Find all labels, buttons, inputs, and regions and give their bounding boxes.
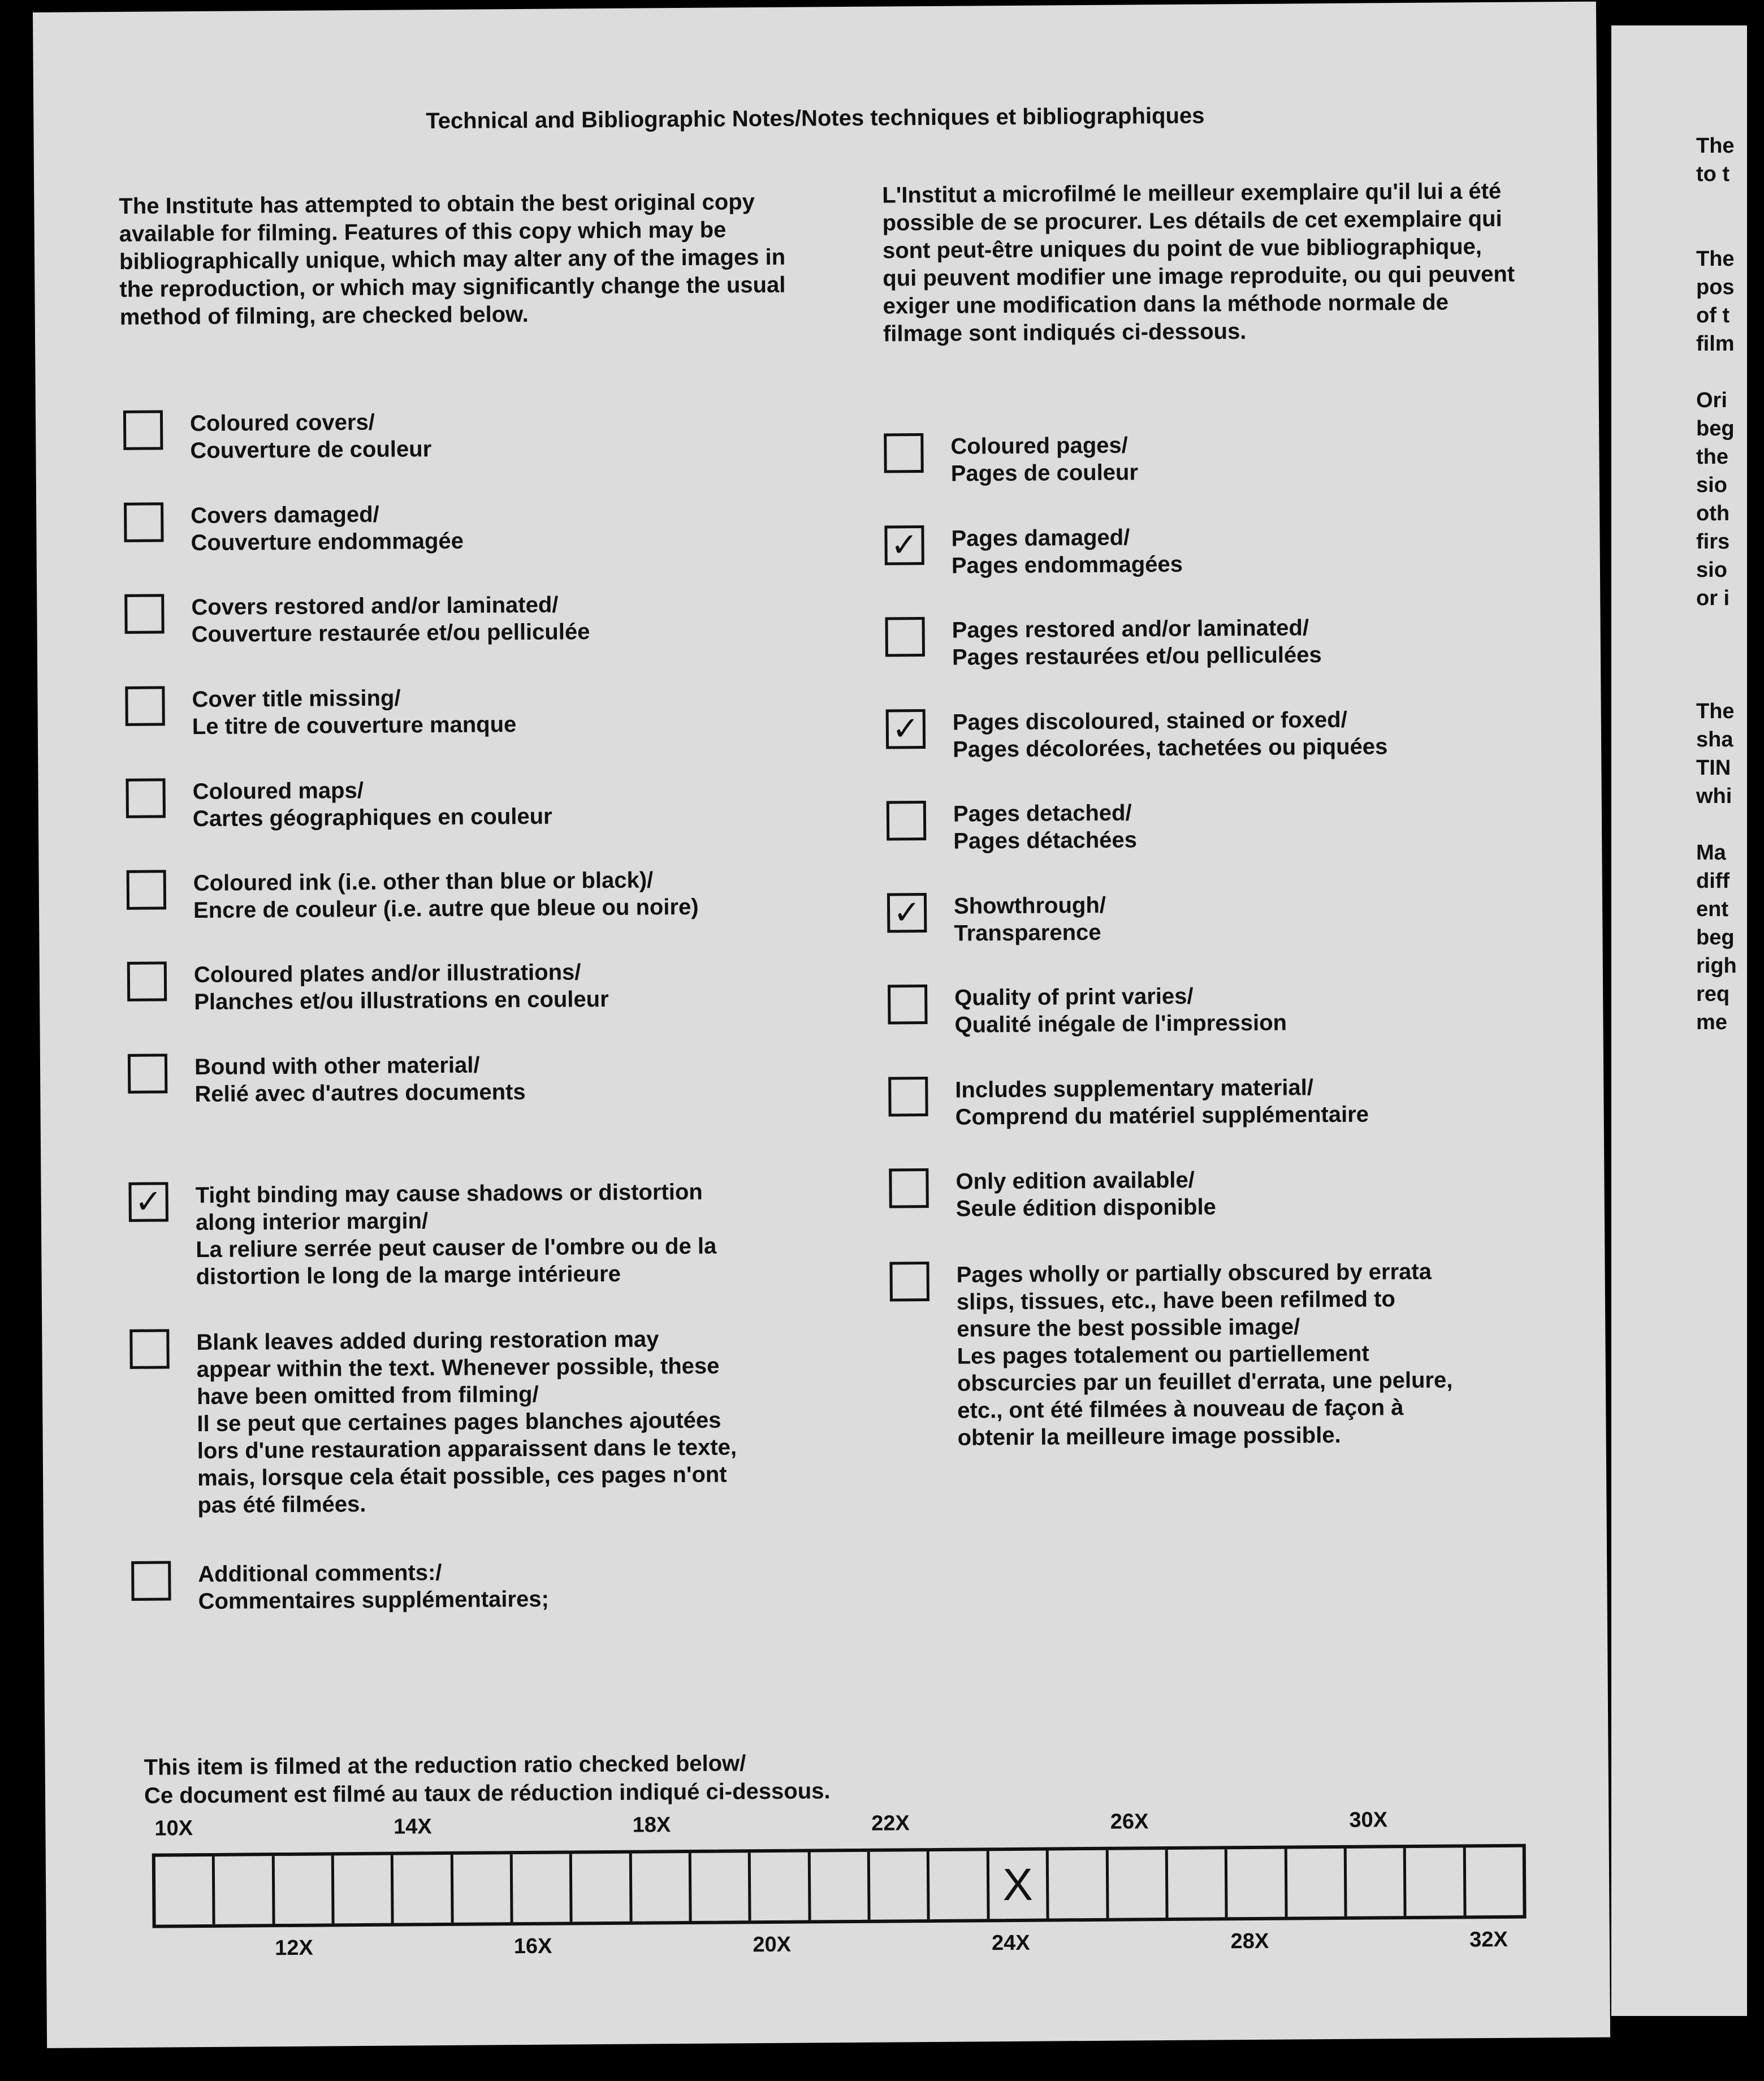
ratio-label: 18X <box>632 1813 671 1837</box>
adjacent-page-fragment: sio <box>1696 473 1727 497</box>
checkbox[interactable] <box>127 870 166 909</box>
checkbox[interactable]: ✓ <box>886 709 926 749</box>
checkbox[interactable]: ✓ <box>887 893 927 932</box>
right-item <box>887 799 1137 855</box>
intro-french: L'Institut a microfilmé le meilleur exemplaire qu'il lui a été possible de se procurer. Les détails de cet exemplaire qui sont peut-être uniques du point de vue bibliographique, qui peuvent modifier une image reproduite, ou qui peuvent exiger une modification dans la méthode normale de filmage sont indiqués ci-dessous. <box>882 178 1515 347</box>
ratio-cell[interactable] <box>1108 1850 1168 1918</box>
right-item <box>888 982 1287 1039</box>
adjacent-page-fragment: film <box>1696 332 1735 356</box>
ratio-label: 30X <box>1349 1808 1388 1832</box>
checkbox[interactable] <box>889 1168 928 1208</box>
ratio-label: 28X <box>1230 1929 1269 1954</box>
checkbox-label: Pages restored and/or laminated/ Pages restaurées et/ou pelliculées <box>952 615 1322 670</box>
ratio-cell[interactable] <box>1406 1847 1466 1916</box>
ratio-label: 14X <box>393 1815 432 1839</box>
ratio-cell[interactable] <box>1347 1848 1407 1916</box>
left-item <box>128 1178 716 1291</box>
ratio-cell[interactable] <box>1227 1849 1287 1918</box>
reduction-ratio-grid <box>152 1844 1527 1928</box>
adjacent-page-fragment: beg <box>1696 926 1735 949</box>
checkbox[interactable] <box>887 801 926 840</box>
checkbox[interactable]: ✓ <box>128 1182 168 1221</box>
checkbox-label: Pages detached/ Pages détachées <box>953 800 1138 854</box>
left-item <box>124 500 464 557</box>
right-item <box>884 431 1138 487</box>
checkbox-label: Quality of print varies/ Qualité inégale de l'impression <box>954 983 1287 1038</box>
checkbox[interactable] <box>125 686 165 726</box>
adjacent-page-fragment: req <box>1696 982 1730 1006</box>
ratio-cell[interactable] <box>394 1855 453 1923</box>
right-item <box>889 1258 1453 1452</box>
ratio-label: 12X <box>275 1936 313 1961</box>
ratio-cell[interactable] <box>513 1854 573 1922</box>
checkbox-label: Covers damaged/ Couverture endommagée <box>191 502 464 556</box>
right-item <box>887 892 1106 948</box>
checkbox[interactable] <box>888 1077 928 1116</box>
left-item <box>123 408 431 465</box>
ratio-label: 32X <box>1469 1927 1508 1952</box>
checkbox[interactable] <box>126 778 165 818</box>
ratio-cell[interactable] <box>215 1856 275 1924</box>
ratio-cell[interactable] <box>1287 1849 1347 1917</box>
adjacent-page-fragment: beg <box>1696 417 1735 441</box>
adjacent-page-fragment: me <box>1696 1011 1727 1034</box>
checkbox[interactable] <box>128 1054 167 1093</box>
intro-english: The Institute has attempted to obtain the best original copy available for filming. Features of this copy which may be bibliographically unique, which may alter any of the images in the reproduction, or which may significantly change the usual method of filming, are checked below. <box>119 189 786 330</box>
adjacent-page <box>1611 25 1747 2016</box>
checkbox-label: Includes supplementary material/ Comprend du matériel supplémentaire <box>955 1075 1369 1130</box>
page-title: Technical and Bibliographic Notes/Notes techniques et bibliographiques <box>426 103 1205 134</box>
adjacent-page-fragment: sha <box>1696 728 1733 752</box>
ratio-cell[interactable] <box>1465 1847 1523 1916</box>
checkbox-label: Tight binding may cause shadows or distortion along interior margin/ La reliure serrée peut causer de l'ombre ou de la distortion le long de la marge intérieure <box>195 1179 717 1290</box>
ratio-cell[interactable] <box>691 1853 751 1921</box>
adjacent-page-fragment: ent <box>1696 897 1728 921</box>
adjacent-page-fragment: the <box>1696 445 1728 469</box>
adjacent-page-fragment: whi <box>1696 784 1732 808</box>
checkbox[interactable] <box>123 410 163 450</box>
checkbox[interactable] <box>127 961 167 1001</box>
adjacent-page-fragment: righ <box>1696 954 1737 978</box>
ratio-cell[interactable] <box>632 1853 692 1922</box>
adjacent-page-fragment: firs <box>1696 530 1730 554</box>
right-item <box>884 524 1183 580</box>
ratio-label: 10X <box>154 1816 193 1841</box>
checkbox-label: Cover title missing/ Le titre de couverture manque <box>192 685 517 740</box>
checkbox-label: Showthrough/ Transparence <box>953 892 1106 946</box>
adjacent-page-fragment: pos <box>1696 275 1735 299</box>
adjacent-page-fragment: of t <box>1696 304 1730 327</box>
checkbox-label: Covers restored and/or laminated/ Couverture restaurée et/ou pelliculée <box>191 592 590 647</box>
adjacent-page-fragment: The <box>1696 247 1735 271</box>
checkbox[interactable] <box>131 1561 171 1600</box>
left-item <box>131 1558 549 1616</box>
checkbox-label: Coloured covers/ Couverture de couleur <box>189 409 432 464</box>
right-item <box>885 614 1322 671</box>
checkbox[interactable] <box>884 433 923 473</box>
checkbox-label: Coloured ink (i.e. other than blue or black)/ Encre de couleur (i.e. autre que bleue ou noire) <box>193 867 699 923</box>
checkbox-label: Bound with other material/ Relié avec d'autres documents <box>194 1052 526 1107</box>
notes-page <box>33 2 1610 2048</box>
checkbox[interactable] <box>888 985 927 1024</box>
ratio-cell[interactable] <box>811 1852 871 1920</box>
ratio-label: 24X <box>991 1931 1030 1955</box>
ratio-cell[interactable] <box>453 1854 513 1923</box>
checkbox-label: Blank leaves added during restoration may appear within the text. Whenever possible, these have been omitted from filming/ Il se peut que certaines pages blanches ajoutées lors d'une restauration apparaissent dans le texte, mais, lorsque cela était possible, ces pages n'ont pas été filmées. <box>196 1327 737 1518</box>
adjacent-page-fragment: diff <box>1696 869 1730 893</box>
ratio-cell[interactable] <box>751 1852 811 1920</box>
left-item <box>128 1051 526 1108</box>
ratio-label: 22X <box>871 1811 910 1836</box>
adjacent-page-fragment: TIN <box>1696 756 1731 780</box>
ratio-cell[interactable] <box>870 1851 930 1920</box>
checkbox-label: Pages damaged/ Pages endommagées <box>951 525 1183 578</box>
reduction-caption-english: This item is filmed at the reduction ratio checked below/ <box>144 1751 746 1780</box>
checkbox-label: Coloured plates and/or illustrations/ Planches et/ou illustrations en couleur <box>193 960 609 1015</box>
checkbox[interactable] <box>124 502 163 542</box>
ratio-cell[interactable] <box>1168 1849 1228 1918</box>
ratio-label: 20X <box>753 1932 792 1957</box>
checkbox[interactable] <box>124 594 164 633</box>
checkbox[interactable] <box>889 1262 929 1301</box>
adjacent-page-fragment: The <box>1696 700 1735 723</box>
checkbox-label: Coloured maps/ Cartes géographiques en couleur <box>192 778 552 832</box>
adjacent-page-fragment: to t <box>1696 162 1730 186</box>
adjacent-page-fragment: or i <box>1696 586 1730 610</box>
ratio-cell[interactable] <box>572 1854 632 1922</box>
checkbox-label: Only edition available/ Seule édition disponible <box>956 1167 1216 1221</box>
ratio-label: 26X <box>1110 1810 1149 1834</box>
ratio-cell[interactable] <box>929 1851 989 1919</box>
checkbox-label: Pages wholly or partially obscured by errata slips, tissues, etc., have been refilmed to ensure the best possible image/ Les pages totalement ou partiellement obscurcies par un feuillet d'errata, une pelure, etc., ont été filmées à nouveau de façon à obtenir la meilleure image possible. <box>956 1259 1453 1450</box>
adjacent-page-fragment: sio <box>1696 558 1727 582</box>
right-item <box>886 706 1388 763</box>
adjacent-page-fragment: oth <box>1696 502 1730 525</box>
ratio-cell[interactable]: X <box>989 1851 1049 1919</box>
reduction-caption-french: Ce document est filmé au taux de réduction indiqué ci-dessous. <box>144 1778 831 1808</box>
left-item <box>127 959 609 1016</box>
left-item <box>127 866 699 925</box>
left-item <box>129 1325 737 1519</box>
left-item <box>124 591 590 649</box>
right-item <box>888 1074 1369 1132</box>
ratio-label: 16X <box>513 1934 552 1959</box>
checkbox-label: Pages discoloured, stained or foxed/ Pages décolorées, tachetées ou piquées <box>952 707 1388 762</box>
ratio-cell[interactable] <box>1049 1850 1109 1919</box>
checkbox-label: Additional comments:/ Commentaires supplémentaires; <box>198 1560 549 1614</box>
right-item <box>889 1166 1216 1223</box>
reduction-caption <box>144 1748 830 1810</box>
checkbox[interactable]: ✓ <box>884 525 924 565</box>
checkbox[interactable] <box>885 617 925 657</box>
adjacent-page-fragment: The <box>1696 134 1735 158</box>
checkbox-label: Coloured pages/ Pages de couleur <box>950 433 1139 486</box>
ratio-cell[interactable] <box>155 1857 215 1925</box>
left-item <box>126 776 552 833</box>
checkbox[interactable] <box>129 1329 169 1368</box>
adjacent-page-fragment: Ori <box>1696 388 1727 412</box>
left-item <box>125 684 516 741</box>
adjacent-page-fragment: Ma <box>1696 841 1726 865</box>
ratio-cell[interactable] <box>274 1855 334 1924</box>
ratio-cell[interactable] <box>334 1855 394 1924</box>
